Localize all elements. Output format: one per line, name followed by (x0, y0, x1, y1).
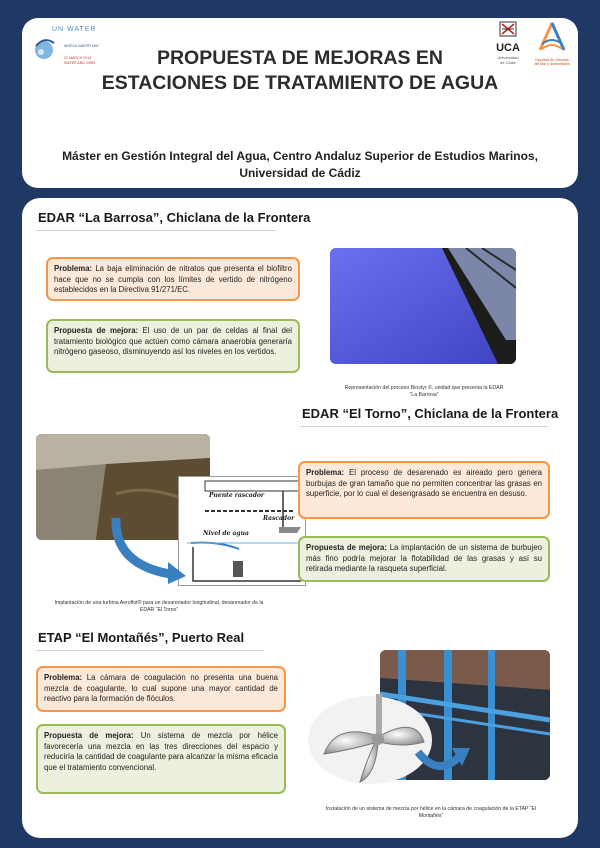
aeroflot-diagram (178, 476, 306, 586)
page-title (62, 46, 538, 96)
section2-proposal-text: La implantación de un sistema de burbujeo más fino podría mejorar la flotabilidad de las grasas y así su retirada mediante la rasqueta superficial. (306, 543, 542, 574)
section1-caption (322, 385, 526, 399)
uca-logo-line2: de Cádiz (500, 60, 516, 65)
section3-caption-line2: Montañés” (418, 813, 444, 819)
section1-proposal-text: El uso de un par de celdas al final del tratamiento biológico que actúen como cámara anaerobia generaría nitrógeno gaseoso, disminuyendo así los niveles en los vertidos. (54, 326, 292, 357)
section1-proposal-box (46, 319, 300, 373)
section3-problem-text: La cámara de coagulación no presenta una buena mezcla de coagulante, lo cual supone una mayor cantidad de reactivo para la formación de flóculos. (44, 673, 278, 704)
section2-problem-box (298, 461, 550, 519)
section3-title: ETAP “El Montañés”, Puerto Real (38, 630, 245, 645)
section2-rule (300, 426, 548, 427)
content-card (22, 198, 578, 838)
section1-proposal-label: Propuesta de mejora: (54, 326, 139, 335)
uca-emblem-icon (488, 20, 528, 42)
section2-proposal-box (298, 536, 550, 582)
section3-caption (304, 806, 558, 820)
logo-water-line1: WORLD WATER DAY (64, 44, 100, 48)
faculty-logo-line2: del Mar y Ambientales (534, 62, 570, 67)
section1-caption-line2: “La Barrosa” (409, 392, 439, 398)
uca-logo-text: UCA (496, 42, 520, 54)
biostyr-image (330, 248, 516, 364)
master-affiliation (52, 148, 548, 182)
curved-arrow-2-icon (414, 738, 474, 778)
logo-water-line3: WATER AND JOBS (64, 61, 96, 65)
section1-problem-label: Problema: (54, 264, 93, 273)
section3-rule (36, 650, 264, 651)
biostyr-illustration (330, 248, 516, 364)
master-line-1: Máster en Gestión Integral del Agua, Centro Andaluz Superior de Estudios Marinos, (62, 149, 538, 163)
faculty-logo-line1: Facultad de Ciencias (535, 58, 569, 62)
water-drop-icon (32, 34, 62, 62)
curved-arrow-icon (110, 516, 190, 586)
master-line-2: Universidad de Cádiz (239, 166, 361, 180)
section2-caption-line2: EDAR “El Torno” (139, 607, 179, 613)
section3-proposal-text: Un sistema de mezcla por hélice favorecería una mezcla en las tres direcciones del espacio y reduciría la cantidad de coagulante para alcanzar la misma eficacia que el tratamiento convencional. (44, 731, 278, 772)
uca-logo-line1: Universidad (497, 55, 519, 60)
section2-caption-line1: Implantación de una turbina Aeroflot® para un desarenador longitudinal, desarenador de la (54, 600, 264, 606)
section3-caption-line1: Instalación de un sistema de mezcla por hélice en la cámara de coagulación de la ETAP “El (325, 806, 537, 812)
section2-problem-text: El proceso de desarenado es aireado pero genera burbujas de gran tamaño que no permiten concentrar las grasas en superficie, por lo cual el desengrasado se encuentra en desuso. (306, 468, 542, 499)
section1-title: EDAR “La Barrosa”, Chiclana de la Frontera (38, 210, 311, 225)
title-line-1: PROPUESTA DE MEJORAS EN (156, 47, 444, 69)
logo-water-line2: 22 MARCH 2014 (64, 56, 92, 60)
section2-title: EDAR “El Torno”, Chiclana de la Frontera (302, 406, 559, 421)
logo-water-title: UN WATER (52, 26, 97, 33)
title-line-2: ESTACIONES DE TRATAMIENTO DE AGUA (101, 72, 499, 94)
section1-problem-box (46, 257, 300, 301)
section2-problem-label: Problema: (306, 468, 345, 477)
section1-problem-text: La baja eliminación de nitratos que presenta el biofiltro hace que no se cumpla con los límites de vertido de nitrógeno establecidos en la Directiva 91/271/EC. (54, 264, 292, 295)
diagram-label-scraper: Rascador (263, 515, 295, 522)
section3-problem-label: Problema: (44, 673, 83, 682)
section3-proposal-box (36, 724, 286, 794)
section3-proposal-label: Propuesta de mejora: (44, 731, 134, 740)
section1-caption-line1: Representación del proceso Biostyr ©, unidad que presenta la EDAR (344, 385, 504, 391)
section3-problem-box (36, 666, 286, 712)
header-card (22, 18, 578, 188)
section2-proposal-label: Propuesta de mejora: (306, 543, 387, 552)
diagram-label-bridge: Puente rascador (209, 492, 265, 499)
diagram-label-water: Nivel de agua (203, 530, 249, 537)
section1-rule (36, 230, 276, 231)
section2-caption (34, 600, 284, 614)
